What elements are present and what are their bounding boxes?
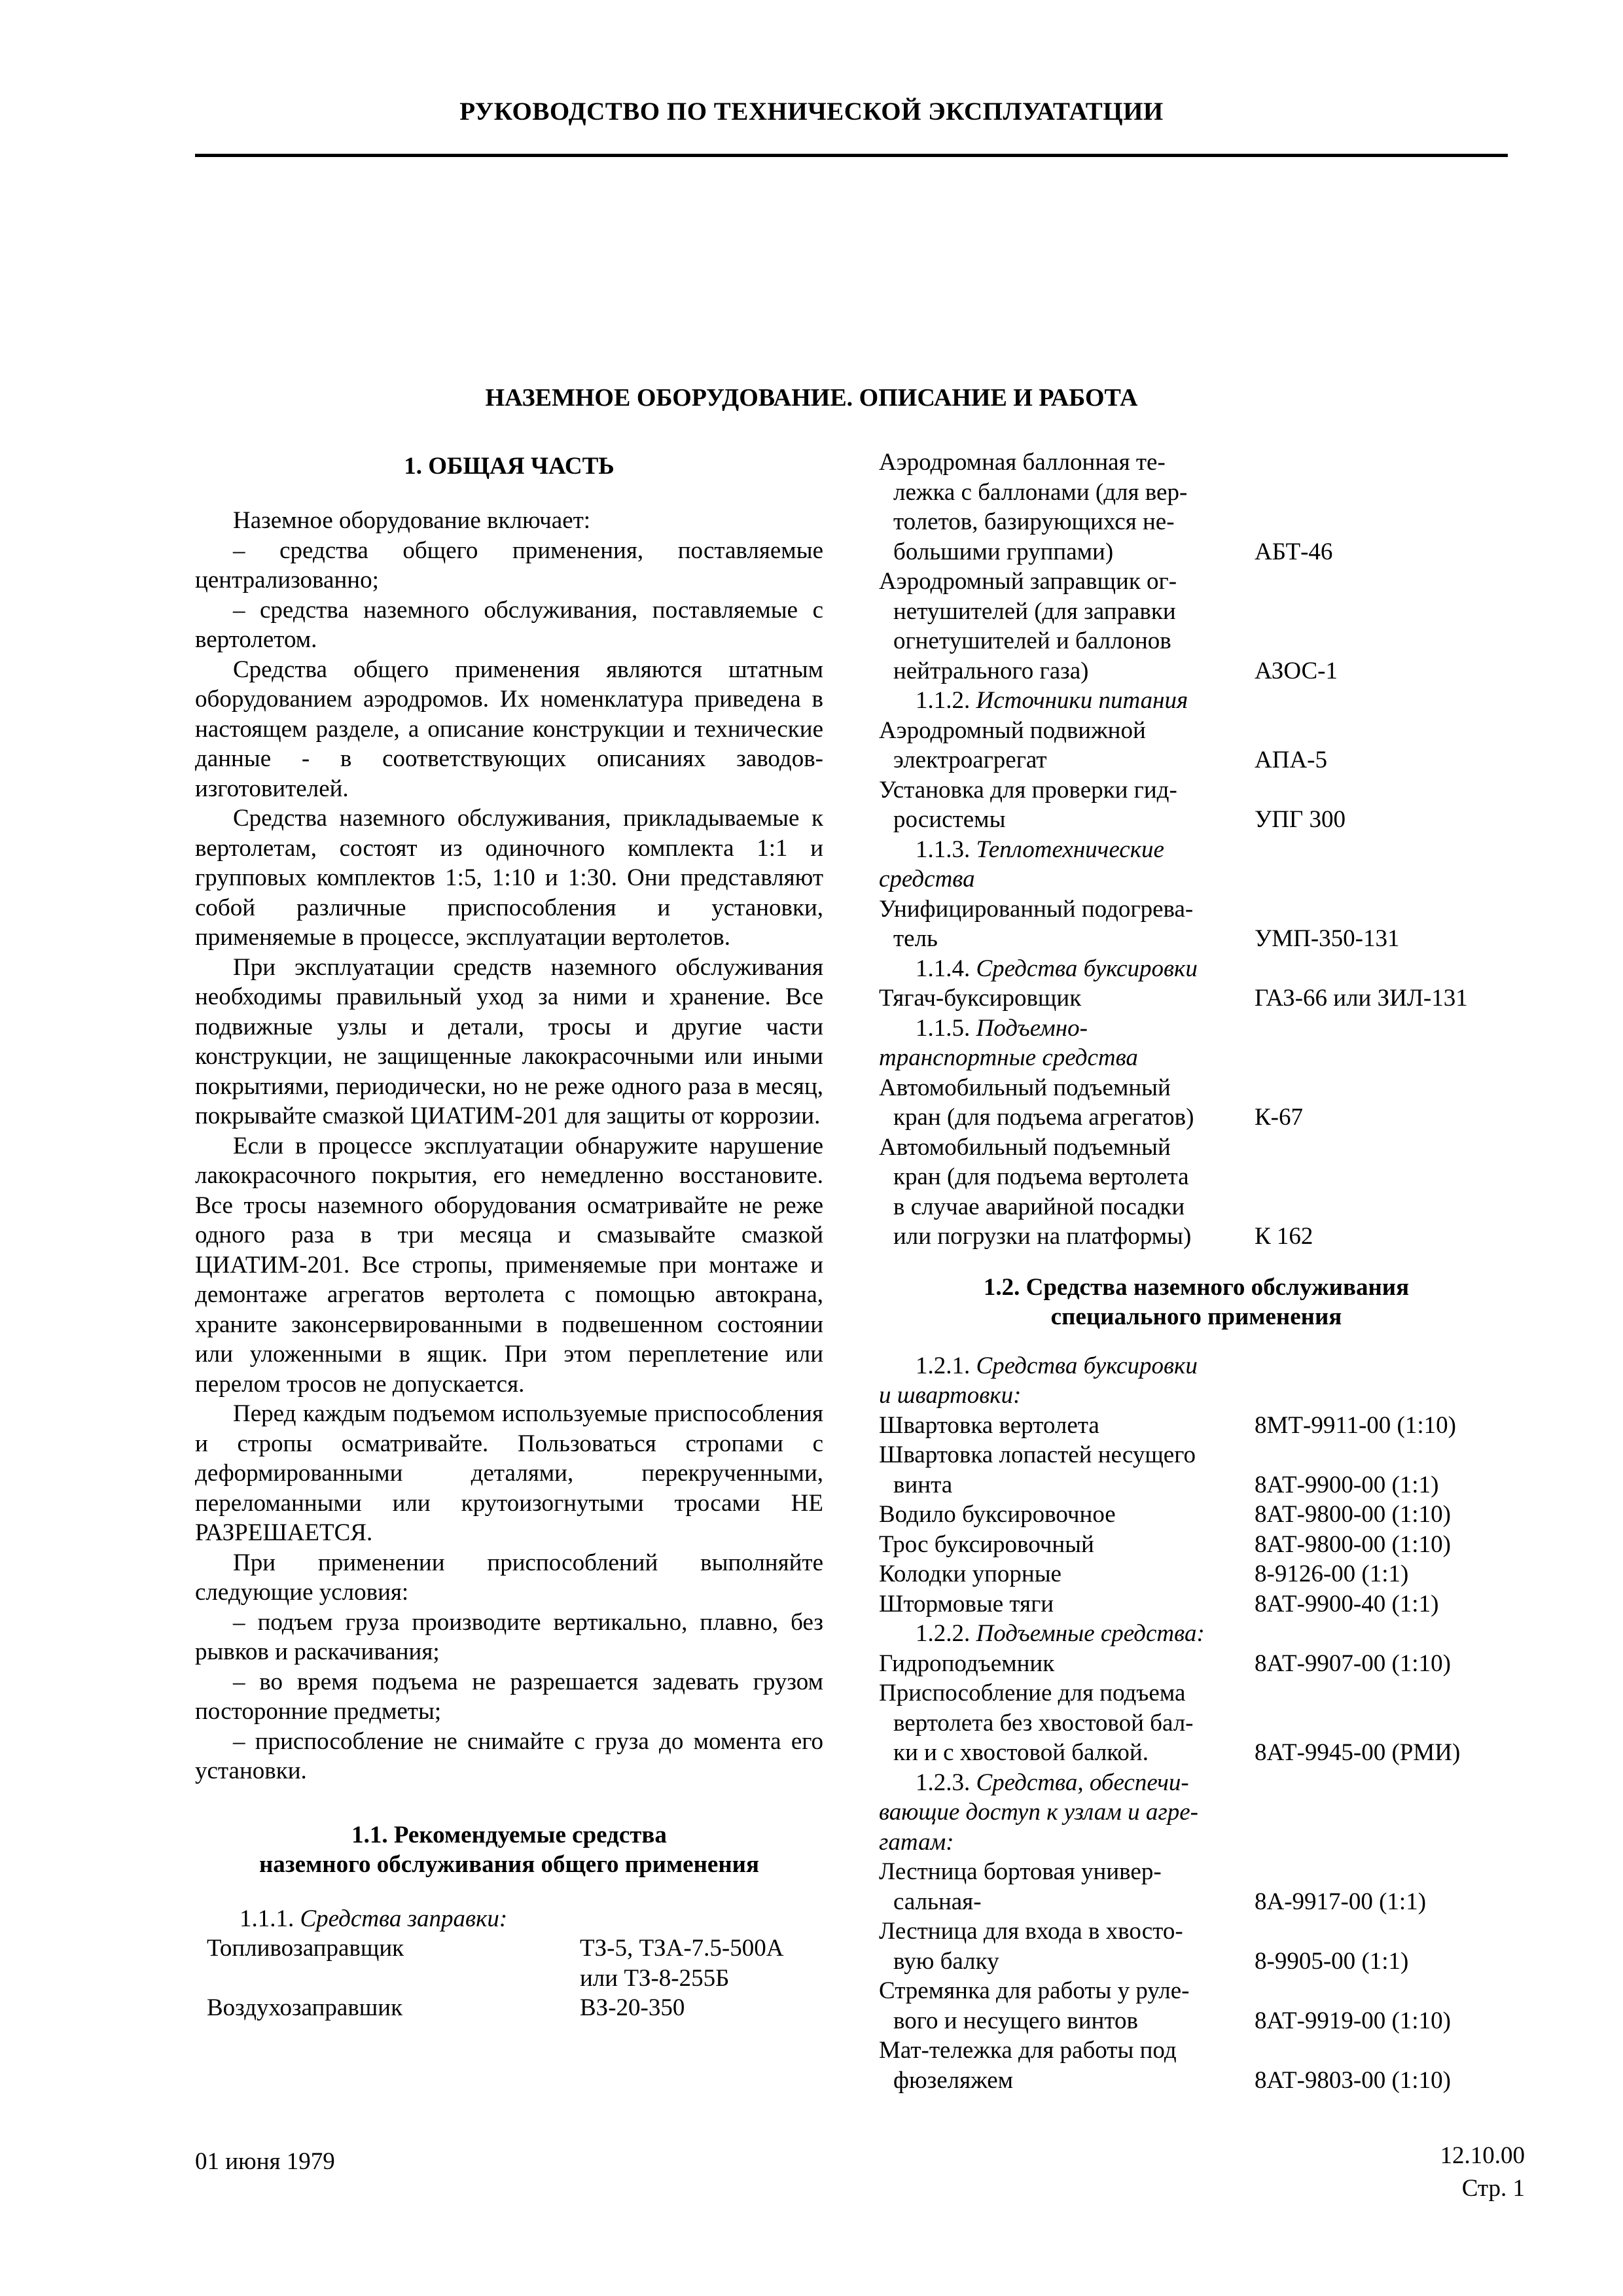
section-1-1-heading: 1.1. Рекомендуемые средства наземного обслуживания общего применения [259, 1821, 759, 1878]
list-item: Аэродромная баллонная те- лежка с баллонами (для вер- толетов, базирующихся не- большими группами) АБТ-46 [879, 449, 1333, 565]
list-item: Приспособление для подъема вертолета без хвостовой бал- ки и с хвостовой балкой. 8АТ-9945-00 (РМИ) [879, 1680, 1461, 1766]
subsection-1-2-3: 1.2.3. Средства, обеспечи- вающие доступ к узлам и агре- гатам: [879, 1769, 1198, 1856]
section-1-heading: 1. ОБЩАЯ ЧАСТЬ [404, 453, 615, 480]
list-item: Аэродромный подвижной электроагрегат АПА-5 [879, 716, 1327, 773]
paragraph: При эксплуатации средств наземного обслуживания необходимы правильный уход за ними и хранение. Все подвижные узлы и детали, тросы и другие части конструкции, не защищенные лакокрасочными или иными покрытиями, периодически, но не реже одного раза в месяц, покрывайте смазкой ЦИАТИМ-201 для защиты от коррозии. [195, 953, 823, 1129]
list-item: – средства общего применения, поставляемые централизованно; [195, 537, 823, 593]
paragraph: Наземное оборудование включает: [233, 507, 591, 534]
section-1-2-heading: 1.2. Средства наземного обслуживания специального применения [983, 1273, 1410, 1330]
list-item: Трос буксировочный 8АТ-9800-00 (1:10) [879, 1530, 1451, 1558]
subsection-1-1-4: 1.1.4. Средства буксировки [916, 955, 1198, 982]
footer-revision [1440, 2140, 1525, 2205]
paragraph: При применении приспособлений выполняйте следующие условия: [195, 1549, 823, 1606]
header-rule [195, 154, 1508, 157]
list-item: Аэродромный заправщик ог- нетушителей (для заправки огнетушителей и баллонов нейтрального газа) АЗОС-1 [879, 568, 1338, 684]
list-item: Колодки упорные 8-9126-00 (1:1) [879, 1561, 1409, 1587]
left-column [195, 451, 823, 2023]
right-column [879, 448, 1533, 2095]
page-header-title: РУКОВОДСТВО ПО ТЕХНИЧЕСКОЙ ЭКСПЛУАТАТЦИИ [459, 97, 1164, 126]
list-item: Унифицированный подогрева- тель УМП-350-131 [879, 895, 1400, 952]
revision-date: 12.10.00 [1440, 2142, 1525, 2169]
list-item: Швартовка лопастей несущего винта 8АТ-9900-00 (1:1) [879, 1441, 1439, 1498]
subsection-1-1-5: 1.1.5. Подъемно- транспортные средства [879, 1014, 1138, 1071]
list-item: – приспособление не снимайте с груза до момента его установки. [195, 1727, 823, 1784]
subsection-1-1-1: 1.1.1. Средства заправки: [240, 1905, 508, 1932]
list-item: Топливозаправщик ТЗ-5, ТЗА-7.5-500А или ТЗ-8-255Б [207, 1935, 784, 1992]
list-item: Тягач-буксировщик ГАЗ-66 или ЗИЛ-131 [879, 985, 1468, 1012]
list-item: – во время подъема не разрешается задевать грузом посторонние предметы; [195, 1668, 823, 1725]
list-item: Штормовые тяги 8АТ-9900-40 (1:1) [879, 1590, 1439, 1617]
list-item: – средства наземного обслуживания, поставляемые с вертолетом. [195, 596, 823, 653]
list-item: Лестница бортовая универ- сальная- 8А-9917-00 (1:1) [879, 1858, 1427, 1915]
paragraph: Перед каждым подъемом используемые приспособления и стропы осматривайте. Пользоваться стропами с деформированными деталями, перекрученными, переломанными или крутоизогнутыми тросами НЕ РАЗРЕШАЕТСЯ. [195, 1400, 823, 1546]
list-item: – подъем груза производите вертикально, плавно, без рывков и раскачивания; [195, 1608, 823, 1665]
list-item: Автомобильный подъемный кран (для подъема агрегатов) К-67 [879, 1074, 1303, 1131]
list-item: Автомобильный подъемный кран (для подъема вертолета в случае аварийной посадки или погрузки на платформы) К 162 [879, 1133, 1313, 1250]
list-item: Установка для проверки гид- росистемы УПГ 300 [879, 776, 1346, 833]
paragraph: Средства наземного обслуживания, прикладываемые к вертолетам, состоят из одиночного комплекта 1:1 и групповых комплектов 1:5, 1:10 и 1:30. Они представляют собой различные приспособления и установки, применяемые в процессе, эксплуатации вертолетов. [195, 805, 823, 951]
subsection-1-2-1: 1.2.1. Средства буксировки и швартовки: [879, 1352, 1198, 1409]
page-number: Стр. 1 [1461, 2175, 1525, 2202]
subsection-1-1-3: 1.1.3. Теплотехнические средства [879, 836, 1164, 892]
paragraph: Средства общего применения являются штатным оборудованием аэродромов. Их номенклатура приведена в настоящем разделе, а описание конструкции и технические данные - в соответствующих описаниях заводов-изготовителей. [195, 656, 823, 802]
list-item: Стремянка для работы у руле- вого и несущего винтов 8АТ-9919-00 (1:10) [879, 1977, 1451, 2034]
subsection-1-2-2: 1.2.2. Подъемные средства: [916, 1620, 1205, 1647]
list-item: Воздухозаправшик ВЗ-20-350 [207, 1994, 685, 2021]
list-item: Гидроподъемник 8АТ-9907-00 (1:10) [879, 1650, 1451, 1677]
list-item: Водило буксировочное 8АТ-9800-00 (1:10) [879, 1501, 1451, 1528]
list-item: Швартовка вертолета 8МТ-9911-00 (1:10) [879, 1411, 1456, 1439]
list-item: Мат-тележка для работы под фюзеляжем 8АТ-9803-00 (1:10) [879, 2037, 1451, 2094]
document-title: НАЗЕМНОЕ ОБОРУДОВАНИЕ. ОПИСАНИЕ И РАБОТА [485, 384, 1138, 412]
list-item: Лестница для входа в хвосто- вую балку 8-9905-00 (1:1) [879, 1918, 1409, 1975]
subsection-1-1-2: 1.1.2. Источники питания [916, 687, 1188, 714]
footer-date: 01 июня 1979 [195, 2148, 335, 2175]
paragraph: Если в процессе эксплуатации обнаружите нарушение лакокрасочного покрытия, его немедленно восстановите. Все тросы наземного оборудования осматривайте не реже одного раза в три месяца и смазывайте смазкой ЦИАТИМ-201. Все стропы, применяемые при монтаже и демонтаже агрегатов вертолета с помощью автокрана, храните законсервированными в подвешенном состоянии или уложенными в ящик. При этом переплетение или перелом тросов не допускается. [195, 1132, 823, 1398]
